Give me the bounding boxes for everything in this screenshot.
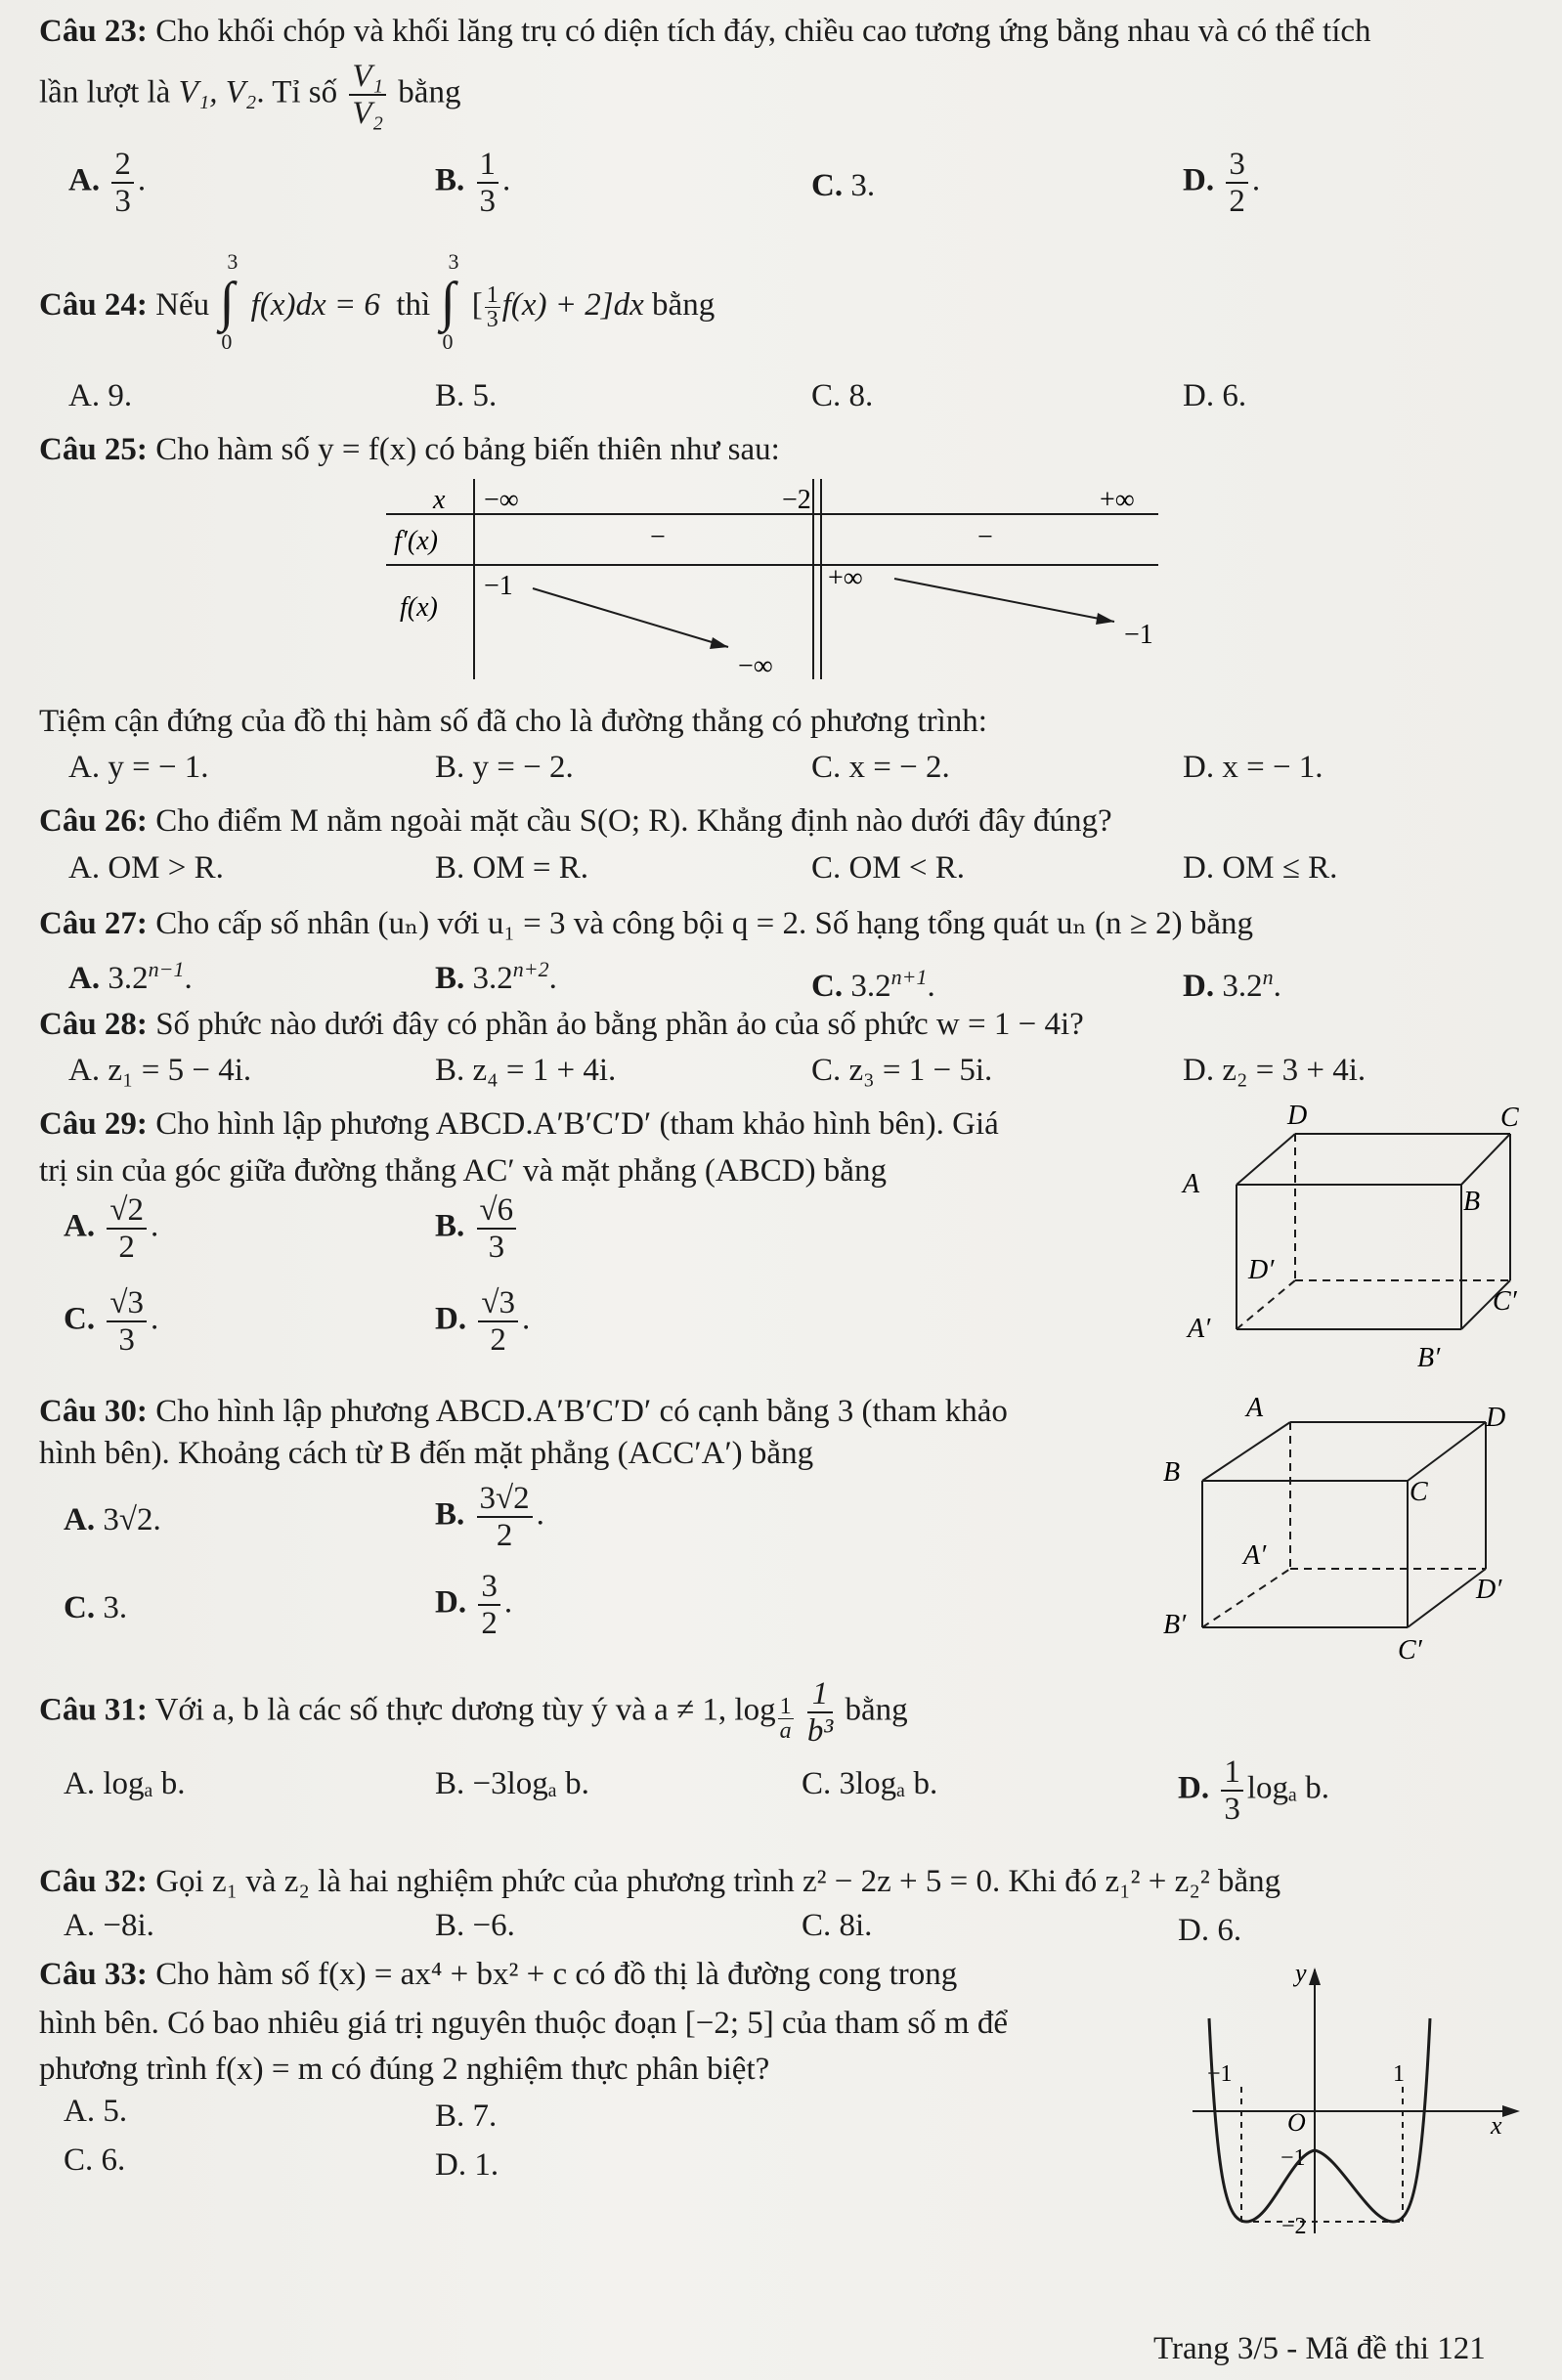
q26-label: Câu 26:	[39, 803, 148, 839]
q33-graph	[1188, 1960, 1525, 2253]
q23-text2c: bằng	[398, 74, 461, 110]
q30-line1	[39, 1392, 1008, 1431]
q26-line	[39, 801, 1112, 841]
q25-option-d: D. x = − 1.	[1183, 750, 1323, 785]
q23-option-d: D. $\frac{3}{2}$ .	[1183, 147, 1261, 219]
q25-variation-table	[386, 479, 1168, 684]
q33-label: Câu 33:	[39, 1957, 148, 1992]
q33-tick-x-1: 1	[1393, 2061, 1405, 2087]
q24-option-b: B. 5.	[435, 378, 498, 413]
q30-vertex-C1: C′	[1398, 1635, 1422, 1666]
q25-arrow-left	[533, 588, 728, 647]
q28-option-a: A. z₁ = 5 − 4i.	[68, 1053, 252, 1088]
q26-option-c: C. OM < R.	[811, 850, 966, 886]
q24-label: Câu 24:	[39, 287, 148, 324]
q31-text-b: bằng	[845, 1692, 908, 1728]
q28-option-b: B. z₄ = 1 + 4i.	[435, 1053, 617, 1088]
q33-curve	[1209, 2018, 1430, 2222]
q30-vertex-B1: B′	[1163, 1610, 1187, 1640]
q25-line	[39, 430, 780, 469]
q29-vertex-C1: C′	[1493, 1286, 1517, 1317]
q30-cube-figure	[1153, 1393, 1525, 1666]
q33-option-a: A. 5.	[64, 2094, 128, 2129]
q29-vertex-D: D	[1287, 1104, 1308, 1131]
q24-text-a: Nếu	[155, 287, 210, 324]
q23-text2b: . Tỉ số	[256, 74, 338, 110]
q23-text1: Cho khối chóp và khối lăng trụ có diện tích đáy, chiều cao tương ứng bằng nhau và có thể tích	[155, 14, 1371, 49]
q23-option-c: C. 3.	[811, 168, 876, 203]
q23-ratio: $\frac{\text{V₁}}{\text{V₂}}$	[349, 59, 386, 131]
q29-vertex-B1: B′	[1417, 1343, 1441, 1373]
q25-label: Câu 25:	[39, 432, 148, 467]
q25-question: Tiệm cận đứng của đồ thị hàm số đã cho là đường thẳng có phương trình:	[39, 704, 987, 739]
q29-cube-figure	[1178, 1104, 1530, 1378]
q23-option-b: B. $\frac{1}{3}$ .	[435, 147, 511, 219]
q28-text: Số phức nào dưới đây có phần ảo bằng phần ảo của số phức w = 1 − 4i?	[155, 1007, 1084, 1042]
q28-line	[39, 1005, 1084, 1044]
q24-expr2: f(x) + 2]dx	[501, 287, 644, 324]
q29-option-b: B. $\frac{√6}{3}$	[435, 1192, 520, 1265]
q24-option-a: A. 9.	[68, 378, 133, 413]
q24-option-c: C. 8.	[811, 378, 874, 413]
q32-line	[39, 1862, 1280, 1901]
q23-v1v2: V₁, V₂	[178, 74, 257, 110]
q24-line: Câu 24: Nếu ∫ 3 0 f(x)dx = 6 thì ∫ 3 0 [ $\frac{1}{3}$ f(x) + 2]dx bằng	[39, 248, 716, 354]
q29-line1	[39, 1104, 999, 1144]
q30-vertex-A: A	[1246, 1393, 1264, 1423]
q30-vertex-A1: A′	[1243, 1540, 1267, 1571]
q29-option-a: A. $\frac{√2}{2}$ .	[64, 1192, 159, 1265]
q25-f-header: f(x)	[400, 592, 438, 623]
q26-option-b: B. OM = R.	[435, 850, 589, 886]
q26-option-d: D. OM ≤ R.	[1183, 850, 1338, 886]
q31-option-a: A. logₐ b.	[64, 1766, 186, 1801]
q29-vertex-A: A	[1183, 1169, 1200, 1199]
q30-text1: Cho hình lập phương ABCD.A′B′C′D′ có cạnh bằng 3 (tham khảo	[155, 1394, 1008, 1429]
q25-x-plus-inf: +∞	[1100, 485, 1135, 515]
q27-label: Câu 27:	[39, 906, 148, 941]
q30-vertex-B: B	[1163, 1457, 1181, 1488]
q31-option-c: C. 3logₐ b.	[802, 1766, 938, 1801]
q29-vertex-A1: A′	[1188, 1314, 1211, 1344]
q29-line2: trị sin của góc giữa đường thẳng AC′ và mặt phẳng (ABCD) bằng	[39, 1153, 887, 1189]
q28-label: Câu 28:	[39, 1007, 148, 1042]
q30-vertex-D: D	[1486, 1403, 1506, 1433]
q33-option-c: C. 6.	[64, 2142, 126, 2178]
q25-sign-right: −	[977, 522, 993, 552]
q33-tick-x-minus-1: −1	[1207, 2061, 1233, 2087]
q23-text2a: lần lượt là	[39, 74, 171, 110]
q33-x-label: x	[1491, 2111, 1502, 2140]
q30-option-c: C. 3.	[64, 1590, 128, 1625]
q32-text: Gọi z₁ và z₂ là hai nghiệm phức của phương trình z² − 2z + 5 = 0. Khi đó z₁² + z₂² bằng	[155, 1864, 1281, 1899]
q25-x-header: x	[433, 485, 446, 515]
page-footer: Trang 3/5 - Mã đề thi 121	[1153, 2331, 1486, 2366]
q29-text1: Cho hình lập phương ABCD.A′B′C′D′ (tham khảo hình bên). Giá	[155, 1106, 999, 1142]
q25-arrow-right	[894, 579, 1114, 622]
q33-tick-y-minus-2: −2	[1281, 2214, 1307, 2239]
q26-option-a: A. OM > R.	[68, 850, 224, 886]
q33-option-d: D. 1.	[435, 2147, 499, 2183]
q24-text-c: bằng	[652, 287, 716, 324]
q24-expr1: f(x)dx = 6	[250, 287, 380, 324]
q27-option-a: A. $3.2^{n-1}$.	[68, 957, 193, 996]
q23-line2	[39, 59, 461, 131]
q33-tick-y-minus-1: −1	[1280, 2145, 1306, 2171]
q27-text: Cho cấp số nhân (uₙ) với u₁ = 3 và công bội q = 2. Số hạng tổng quát uₙ (n ≥ 2) bằng	[155, 906, 1254, 941]
q33-origin-label: O	[1287, 2108, 1306, 2137]
q25-sign-left: −	[650, 522, 666, 552]
q26-text: Cho điểm M nằm ngoài mặt cầu S(O; R). Khẳng định nào dưới đây đúng?	[155, 803, 1112, 839]
q25-f-mid-low: −∞	[738, 651, 773, 681]
q29-label: Câu 29:	[39, 1106, 148, 1142]
q32-option-a: A. −8i.	[64, 1908, 154, 1943]
q24-integral-2: ∫ 3 0	[440, 248, 459, 354]
q24-integral-1: ∫ 3 0	[219, 248, 239, 354]
q31-option-d: D. $\frac{1}{3}$ logₐ b.	[1178, 1754, 1330, 1827]
q32-option-c: C. 8i.	[802, 1908, 873, 1943]
q27-option-d: D. 3.2$^n$.	[1183, 965, 1281, 1004]
q27-option-c: C. $3.2^{n+1}$.	[811, 965, 935, 1004]
q30-vertex-C: C	[1410, 1477, 1428, 1507]
q25-option-a: A. y = − 1.	[68, 750, 209, 785]
q30-label: Câu 30:	[39, 1394, 148, 1429]
q25-f-mid-high: +∞	[828, 563, 863, 593]
q23-option-a: A. $\frac{2}{3}$ .	[68, 147, 147, 219]
q32-option-b: B. −6.	[435, 1908, 515, 1943]
q24-bracket: [	[471, 287, 483, 324]
q33-line3: phương trình f(x) = m có đúng 2 nghiệm thực phân biệt?	[39, 2052, 770, 2087]
q29-vertex-B: B	[1463, 1187, 1481, 1217]
q25-f-right: −1	[1124, 620, 1153, 650]
q33-text1: Cho hàm số f(x) = ax⁴ + bx² + c có đồ thị là đường cong trong	[155, 1957, 958, 1992]
q23-label: Câu 23:	[39, 14, 148, 49]
q25-text: Cho hàm số y = f(x) có bảng biến thiên như sau:	[155, 432, 780, 467]
q31-log: log	[734, 1692, 776, 1728]
q30-option-d: D. $\frac{3}{2}$ .	[435, 1569, 513, 1641]
q33-line1	[39, 1955, 957, 1994]
q29-vertex-C: C	[1500, 1104, 1519, 1133]
q33-y-label: y	[1295, 1960, 1307, 1987]
q24-text-b: thì	[396, 287, 431, 324]
q31-argument: $\frac{1}{\text{b³}}$	[806, 1676, 834, 1749]
q30-vertex-D1: D′	[1476, 1575, 1502, 1605]
q30-option-a: A. 3√2.	[64, 1502, 161, 1537]
q31-label: Câu 31:	[39, 1692, 148, 1728]
q25-option-c: C. x = − 2.	[811, 750, 950, 785]
q32-option-d: D. 6.	[1178, 1913, 1242, 1948]
q27-line	[39, 904, 1253, 943]
q25-fprime-header: f′(x)	[394, 526, 438, 556]
q25-f-left: −1	[484, 571, 513, 601]
q29-vertex-D1: D′	[1248, 1255, 1275, 1285]
q29-option-d: D. $\frac{√3}{2}$ .	[435, 1285, 531, 1358]
q31-option-b: B. −3logₐ b.	[435, 1766, 589, 1801]
q28-option-c: C. z₃ = 1 − 5i.	[811, 1053, 993, 1088]
q25-x-minus-inf: −∞	[484, 485, 519, 515]
q30-line2: hình bên). Khoảng cách từ B đến mặt phẳng (ACC′A′) bằng	[39, 1436, 814, 1471]
q31-text-a: Với a, b là các số thực dương tùy ý và a ≠ 1,	[154, 1692, 727, 1728]
q25-x-minus-2: −2	[782, 485, 811, 515]
q28-option-d: D. z₂ = 3 + 4i.	[1183, 1053, 1367, 1088]
q30-option-b: B. $\frac{3√2}{2}$ .	[435, 1481, 544, 1553]
q32-label: Câu 32:	[39, 1864, 148, 1899]
q27-option-b: B. $3.2^{n+2}$.	[435, 957, 557, 996]
q33-line2: hình bên. Có bao nhiêu giá trị nguyên thuộc đoạn [−2; 5] của tham số m để	[39, 2006, 1008, 2041]
q31-line: Câu 31: Với a, b là các số thực dương tùy ý và a ≠ 1, log $\frac{1}{a}$ $\frac{1}{\text{b³}}$ bằng	[39, 1676, 908, 1749]
q33-option-b: B. 7.	[435, 2099, 498, 2134]
q29-option-c: C. $\frac{√3}{3}$ .	[64, 1285, 159, 1358]
q24-option-d: D. 6.	[1183, 378, 1247, 413]
q25-option-b: B. y = − 2.	[435, 750, 574, 785]
q23-line1	[39, 12, 1371, 51]
